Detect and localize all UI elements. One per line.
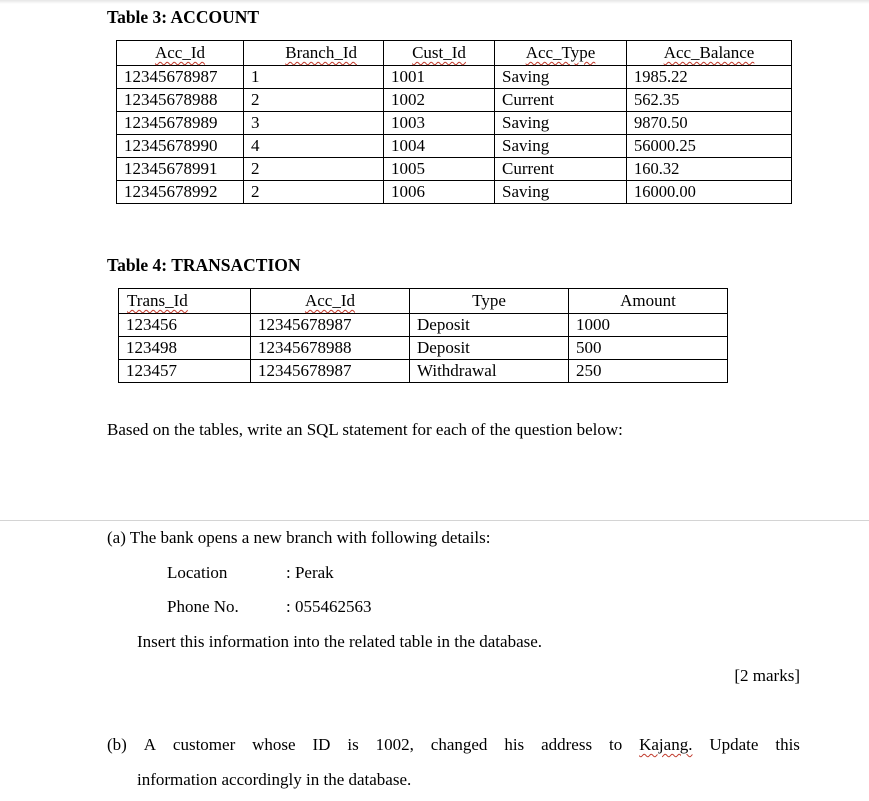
question-b-text-continued: information accordingly in the database. (137, 770, 412, 789)
word: to (608, 735, 623, 754)
word: whose (252, 735, 296, 754)
word: (b) (107, 735, 127, 754)
table-cell: 12345678990 (117, 135, 244, 158)
table-cell: 1000 (569, 314, 728, 337)
table-row (117, 181, 792, 204)
table-cell: 12345678989 (117, 112, 244, 135)
phone-label: Phone No. (167, 597, 239, 616)
table-cell: 1006 (384, 181, 495, 204)
table-cell: 56000.25 (627, 135, 792, 158)
section-divider (0, 520, 869, 521)
table-cell: Saving (495, 181, 627, 204)
table-cell: 2 (244, 158, 384, 181)
table-cell: Current (495, 158, 627, 181)
location-value: : Perak (286, 563, 334, 582)
table-cell: 250 (569, 360, 728, 383)
account-table (116, 40, 792, 204)
table-cell: 12345678988 (251, 337, 410, 360)
column-header: Acc_Balance (627, 41, 792, 66)
page-top-edge (0, 0, 869, 4)
table-cell: Saving (495, 135, 627, 158)
table-cell: 1002 (384, 89, 495, 112)
table-cell: 3 (244, 112, 384, 135)
table-cell: 1005 (384, 158, 495, 181)
transaction-table (118, 288, 728, 383)
table-cell: Withdrawal (410, 360, 569, 383)
table-cell: 12345678987 (251, 360, 410, 383)
word: address (541, 735, 593, 754)
table-cell: Saving (495, 66, 627, 89)
table-cell: 12345678987 (117, 66, 244, 89)
question-a-instruction: Insert this information into the related table in the database. (137, 632, 543, 651)
table-cell: 12345678988 (117, 89, 244, 112)
table-cell: 1985.22 (627, 66, 792, 89)
word: Update (709, 735, 759, 754)
table-cell: Current (495, 89, 627, 112)
table-cell: 16000.00 (627, 181, 792, 204)
table-cell: 500 (569, 337, 728, 360)
table-row (117, 135, 792, 158)
column-header: Cust_Id (384, 41, 495, 66)
table-row (119, 314, 728, 337)
word: this (775, 735, 800, 754)
column-header: Acc_Id (251, 289, 410, 314)
table-3-title: Table 3: ACCOUNT (107, 7, 260, 27)
table-cell: 1003 (384, 112, 495, 135)
table-cell: 12345678987 (251, 314, 410, 337)
table-cell: 160.32 (627, 158, 792, 181)
column-header: Type (410, 289, 569, 314)
table-cell: Saving (495, 112, 627, 135)
word: customer (172, 735, 236, 754)
table-cell: 12345678991 (117, 158, 244, 181)
table-row (117, 158, 792, 181)
table-row (119, 337, 728, 360)
table-cell: 1004 (384, 135, 495, 158)
table-cell: 562.35 (627, 89, 792, 112)
word: ID (312, 735, 331, 754)
word: his (504, 735, 525, 754)
table-cell: 123456 (119, 314, 251, 337)
word-spellcheck: Kajang. (639, 735, 693, 754)
table-row (117, 66, 792, 89)
question-a-text: (a) The bank opens a new branch with following details: (107, 528, 491, 547)
table-header-row (117, 41, 792, 66)
table-cell: 2 (244, 89, 384, 112)
location-label: Location (167, 563, 228, 582)
column-header: Acc_Type (495, 41, 627, 66)
column-header: Acc_Id (117, 41, 244, 66)
table-header-row (119, 289, 728, 314)
table-cell: 2 (244, 181, 384, 204)
column-header: Trans_Id (119, 289, 251, 314)
question-b-text (107, 735, 800, 755)
word: is (347, 735, 359, 754)
column-header: Amount (569, 289, 728, 314)
table-cell: 1001 (384, 66, 495, 89)
table-cell: Deposit (410, 314, 569, 337)
word: 1002, (375, 735, 414, 754)
table-cell: 9870.50 (627, 112, 792, 135)
column-header: Branch_Id (244, 41, 384, 66)
table-cell: 4 (244, 135, 384, 158)
table-row (117, 89, 792, 112)
table-4-title: Table 4: TRANSACTION (107, 255, 301, 275)
marks-label: [2 marks] (734, 666, 800, 685)
table-cell: 12345678992 (117, 181, 244, 204)
table-row (119, 360, 728, 383)
table-row (117, 112, 792, 135)
table-cell: 123457 (119, 360, 251, 383)
word: A (143, 735, 157, 754)
table-cell: 1 (244, 66, 384, 89)
table-cell: 123498 (119, 337, 251, 360)
phone-value: : 055462563 (286, 597, 372, 616)
instructions-text: Based on the tables, write an SQL statement for each of the question below: (107, 420, 623, 439)
word: changed (430, 735, 488, 754)
table-cell: Deposit (410, 337, 569, 360)
